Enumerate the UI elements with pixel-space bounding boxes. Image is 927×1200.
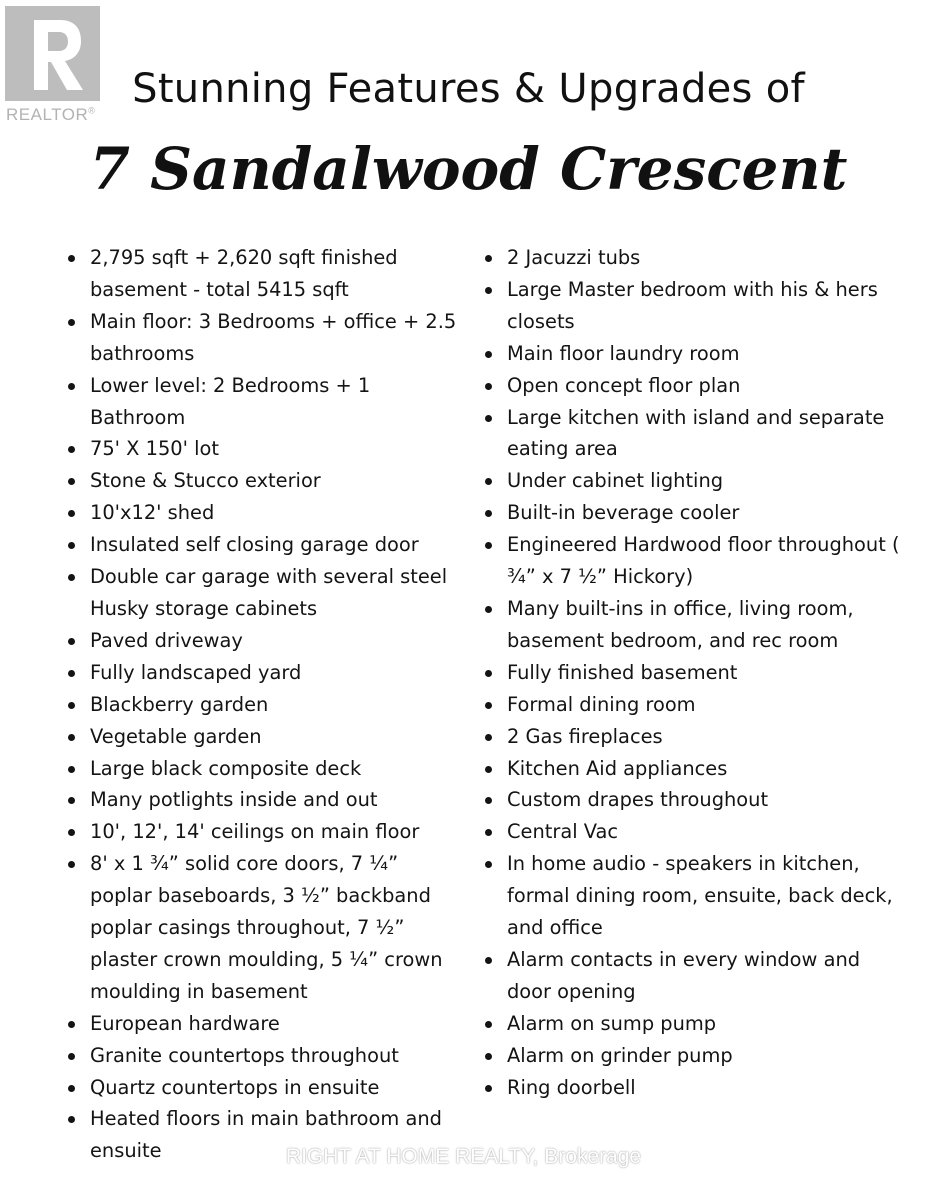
list-item: Large black composite deck (66, 753, 461, 785)
list-item: Main floor laundry room (483, 338, 903, 370)
list-item: 2,795 sqft + 2,620 sqft finished basement - total 5415 sqft (66, 242, 461, 306)
list-item: Blackberry garden (66, 689, 461, 721)
list-item: Large kitchen with island and separate eating area (483, 402, 903, 466)
list-item: Alarm on sump pump (483, 1008, 903, 1040)
list-item: 10', 12', 14' ceilings on main floor (66, 816, 461, 848)
list-item: Alarm on grinder pump (483, 1040, 903, 1072)
features-list-right (483, 242, 903, 1103)
list-item: Granite countertops throughout (66, 1040, 461, 1072)
list-item: Heated floors in main bathroom and ensuite (66, 1103, 461, 1167)
list-item: Open concept floor plan (483, 370, 903, 402)
list-item: Custom drapes throughout (483, 784, 903, 816)
list-item: Quartz countertops in ensuite (66, 1072, 461, 1104)
list-item: Under cabinet lighting (483, 465, 903, 497)
list-item: Double car garage with several steel Husky storage cabinets (66, 561, 461, 625)
list-item: Kitchen Aid appliances (483, 753, 903, 785)
list-item: Engineered Hardwood floor throughout ( ¾” x 7 ½” Hickory) (483, 529, 903, 593)
list-item: Stone & Stucco exterior (66, 465, 461, 497)
list-item: Large Master bedroom with his & hers closets (483, 274, 903, 338)
list-item: 2 Jacuzzi tubs (483, 242, 903, 274)
list-item: Fully finished basement (483, 657, 903, 689)
realtor-logo-text: REALTOR® (6, 105, 96, 124)
list-item: Fully landscaped yard (66, 657, 461, 689)
list-item: Many built-ins in office, living room, basement bedroom, and rec room (483, 593, 903, 657)
list-item: Central Vac (483, 816, 903, 848)
list-item: 10'x12' shed (66, 497, 461, 529)
list-item: European hardware (66, 1008, 461, 1040)
brokerage-watermark: RIGHT AT HOME REALTY, Brokerage (285, 1145, 642, 1168)
list-item: Alarm contacts in every window and door opening (483, 944, 903, 1008)
list-item: Built-in beverage cooler (483, 497, 903, 529)
list-item: Paved driveway (66, 625, 461, 657)
page-title: Stunning Features & Upgrades of (132, 66, 805, 112)
list-item: Insulated self closing garage door (66, 529, 461, 561)
list-item: 75' X 150' lot (66, 433, 461, 465)
list-item: Vegetable garden (66, 721, 461, 753)
property-address: 7 Sandalwood Crescent (89, 135, 848, 203)
list-item: 2 Gas fireplaces (483, 721, 903, 753)
list-item: 8' x 1 ¾” solid core doors, 7 ¼” poplar baseboards, 3 ½” backband poplar casings throughout, 7 ½” plaster crown moulding, 5 ¼” crown moulding in basement (66, 848, 461, 1008)
list-item: Main floor: 3 Bedrooms + office + 2.5 bathrooms (66, 306, 461, 370)
list-item: In home audio - speakers in kitchen, formal dining room, ensuite, back deck, and office (483, 848, 903, 944)
list-item: Many potlights inside and out (66, 784, 461, 816)
features-list-left (66, 242, 461, 1167)
list-item: Lower level: 2 Bedrooms + 1 Bathroom (66, 370, 461, 434)
list-item: Ring doorbell (483, 1072, 903, 1104)
list-item: Formal dining room (483, 689, 903, 721)
